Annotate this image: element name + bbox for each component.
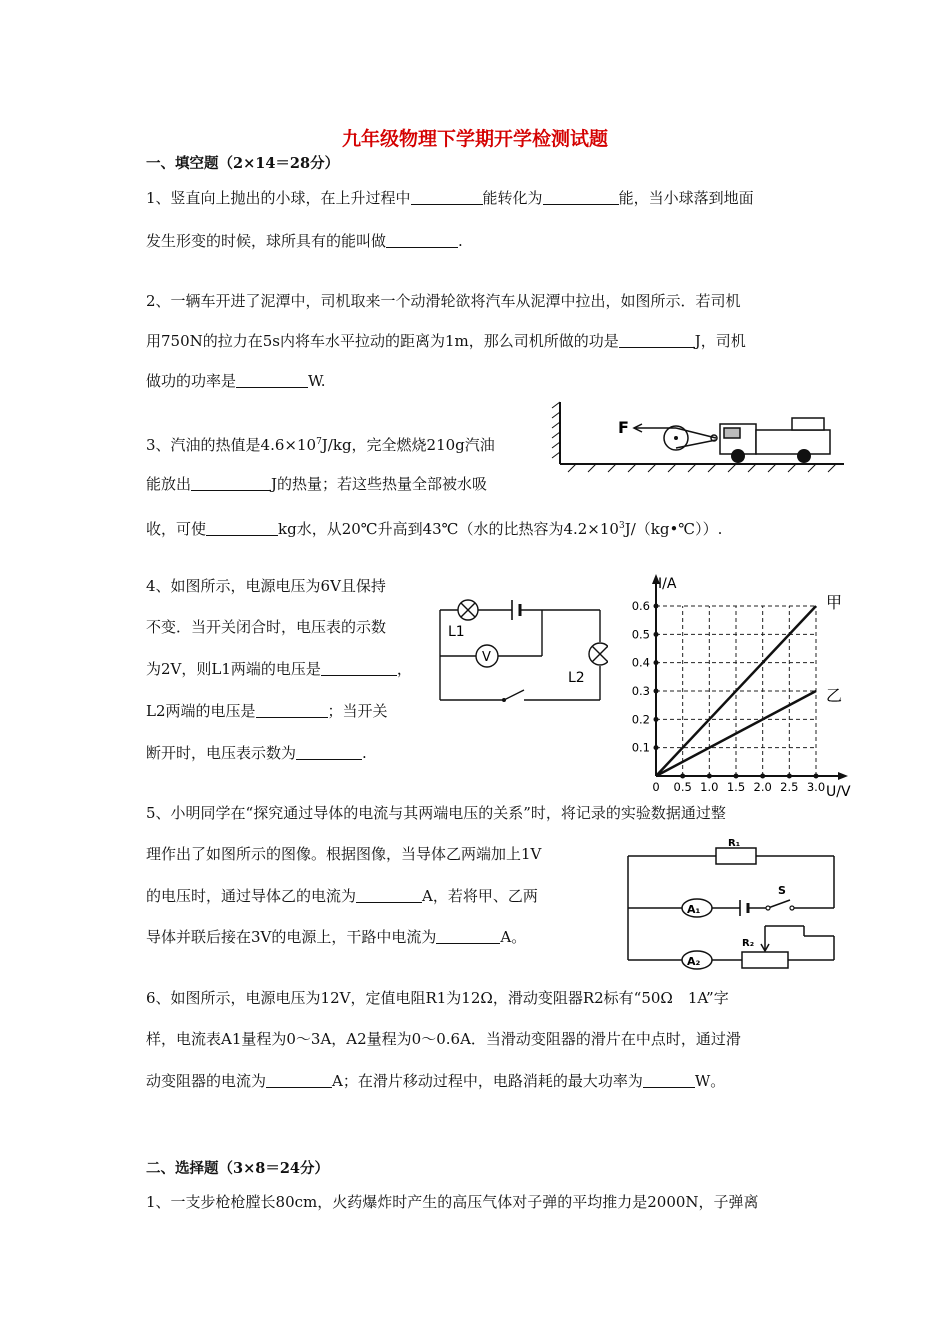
q4-line5: 断开时，电压表示数为 . (146, 744, 367, 762)
x-tick-mark (707, 774, 712, 779)
answer-blank[interactable] (356, 886, 422, 903)
section-2-heading: 二、选择题（3×8＝24分） (146, 1160, 330, 1177)
x-tick-label: 1.0 (700, 780, 719, 794)
q1-line1: 1、竖直向上抛出的小球，在上升过程中 能转化为 能，当小球落到地面 (146, 189, 754, 207)
svg-text:R₂: R₂ (742, 938, 755, 949)
y-tick-label: 0.5 (631, 627, 650, 642)
q2-line1: 2、一辆车开进了泥潭中，司机取来一个动滑轮欲将汽车从泥潭中拉出，如图所示．若司机 (146, 292, 741, 310)
answer-blank[interactable] (321, 659, 397, 676)
answer-blank[interactable] (411, 188, 483, 205)
answer-blank[interactable] (619, 331, 695, 348)
circuit-diagram-1 (436, 586, 608, 706)
y-tick-mark (654, 717, 659, 722)
y-tick-mark (654, 660, 659, 665)
series-label-1: 甲 (826, 593, 843, 612)
x-tick-label: 0.5 (673, 780, 692, 794)
battery (740, 900, 748, 916)
y-axis-label: I/A (658, 576, 677, 592)
slide-rheostat-r2 (742, 952, 788, 968)
q6-line1: 6、如图所示，电源电压为12V，定值电阻R1为12Ω，滑动变阻器R2标有“50Ω 1A”字 (146, 989, 729, 1007)
y-tick-label: 0.2 (631, 712, 650, 727)
force-label: F (618, 418, 629, 437)
q6-line3: 动变阻器的电流为 A；在滑片移动过程中，电路消耗的最大功率为 W。 (146, 1072, 726, 1090)
svg-text:L1: L1 (448, 624, 465, 640)
q5-line3: 的电压时，通过导体乙的电流为 A，若将甲、乙两 (146, 887, 538, 905)
q2-line2: 用750N的拉力在5s内将车水平拉动的距离为1m，那么司机所做的功是 J，司机 (146, 332, 746, 350)
truck-pulley-figure (548, 400, 848, 474)
svg-text:R₁: R₁ (728, 838, 741, 849)
x-tick-label: 3.0 (806, 780, 826, 794)
x-tick-mark (680, 774, 685, 779)
y-tick-label: 0.4 (631, 655, 650, 670)
y-tick-label: 0.6 (631, 599, 650, 613)
x-axis-arrow (838, 772, 848, 780)
q2-line3: 做功的功率是 W. (146, 372, 326, 390)
svg-text:L2: L2 (568, 670, 585, 686)
answer-blank[interactable] (296, 743, 362, 760)
q3-line2: 能放出 J的热量；若这些热量全部被水吸 (146, 475, 488, 493)
y-tick-mark (654, 632, 659, 637)
section-1-heading: 一、填空题（2×14＝28分） (146, 155, 340, 172)
series-label-2: 乙 (826, 686, 843, 705)
x-tick-mark (787, 774, 792, 779)
answer-blank[interactable] (386, 231, 458, 248)
x-axis-label: U/V (826, 784, 851, 800)
x-tick-label: 2.0 (753, 780, 772, 794)
circuit-diagram-2 (622, 836, 840, 974)
answer-blank[interactable] (236, 371, 308, 388)
truck (720, 418, 830, 454)
y-tick-mark (654, 745, 659, 750)
q5-line1: 5、小明同学在“探究通过导体的电流与其两端电压的关系”时，将记录的实验数据通过整 (146, 804, 726, 822)
answer-blank[interactable] (206, 519, 278, 536)
answer-blank[interactable] (543, 188, 619, 205)
page-title: 九年级物理下学期开学检测试题 (341, 128, 608, 150)
y-tick-label: 0.1 (631, 740, 650, 755)
answer-blank[interactable] (266, 1071, 332, 1088)
battery (512, 600, 520, 620)
x-tick-mark (814, 774, 819, 779)
answer-blank[interactable] (643, 1071, 695, 1088)
q6-line2: 样，电流表A1量程为0～3A，A2量程为0～0.6A．当滑动变阻器的滑片在中点时，通过滑 (146, 1030, 741, 1048)
answer-blank[interactable] (191, 474, 271, 491)
y-tick-mark (654, 604, 659, 609)
svg-text:S: S (778, 884, 786, 897)
q4-line1: 4、如图所示，电源电压为6V且保持 (146, 577, 386, 595)
answer-blank[interactable] (436, 927, 500, 944)
y-tick-mark (654, 689, 659, 694)
x-tick-mark (760, 774, 765, 779)
q5-line4: 导体并联后接在3V的电源上，干路中电流为 A。 (146, 928, 527, 946)
svg-text:A₂: A₂ (687, 955, 701, 968)
x-tick-label: 1.5 (726, 780, 746, 794)
x-tick-label: 2.5 (780, 780, 799, 794)
s2-q1-line1: 1、一支步枪枪膛长80cm，火药爆炸时产生的高压气体对子弹的平均推力是2000N，子弹离 (146, 1193, 759, 1211)
answer-blank[interactable] (256, 701, 328, 718)
q4-line4: L2两端的电压是 ；当开关 (146, 702, 388, 720)
resistor-r1 (716, 848, 756, 864)
y-tick-label: 0.3 (631, 684, 650, 698)
svg-text:V: V (482, 650, 491, 665)
q3-line1: 3、汽油的热值是$4.6\times 10^7J/kg$，完全燃烧210g汽油 (146, 436, 495, 454)
q5-line2: 理作出了如图所示的图像。根据图像，当导体乙两端加上1V (146, 845, 542, 863)
q4-line2: 不变．当开关闭合时，电压表的示数 (146, 618, 387, 636)
iu-line-chart (614, 572, 852, 802)
q4-line3: 为2V，则L1两端的电压是 ， (146, 660, 412, 678)
x-tick-label: 0 (652, 780, 660, 794)
q1-line2: 发生形变的时候，球所具有的能叫做 . (146, 232, 463, 250)
svg-text:A₁: A₁ (687, 903, 701, 916)
x-tick-mark (734, 774, 739, 779)
q3-line3: 收，可使 kg水，从20℃升高到43℃（水的比热容为$4.2\times 10^3J/(kg•℃)$）. (146, 520, 723, 538)
